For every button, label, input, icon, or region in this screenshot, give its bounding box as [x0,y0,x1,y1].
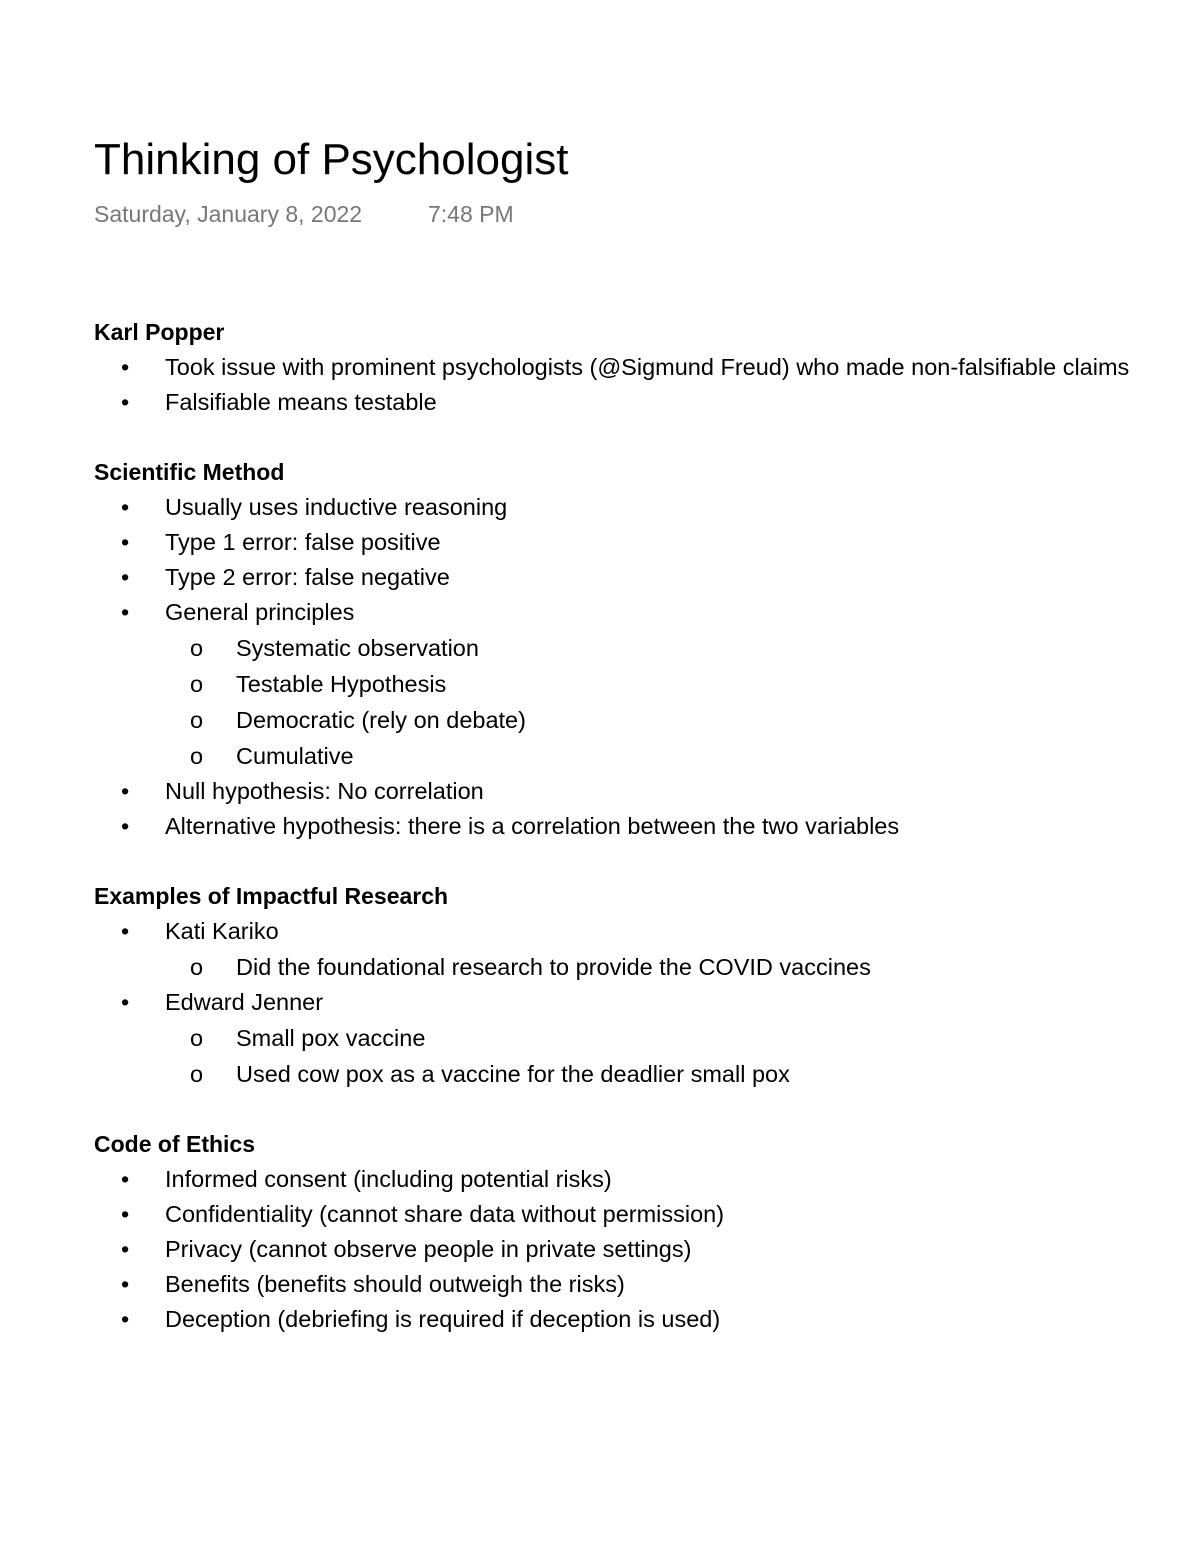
list-item [94,350,1200,385]
list-item-text: Type 2 error: false negative [165,564,450,590]
section-karl-popper [94,315,1200,420]
bullet-list [94,1162,1200,1337]
sub-bullet-marker: o [190,707,204,733]
list-item [94,809,1200,844]
list-item [94,1302,1200,1337]
bullet-marker: • [121,494,130,520]
sub-list-item-text: Testable Hypothesis [236,671,447,697]
bullet-list [94,490,1200,844]
sub-bullet-marker: o [190,671,204,697]
bullet-list [94,914,1200,1092]
section-heading: Code of Ethics [94,1131,256,1157]
bullet-marker: • [121,1166,130,1192]
sub-list-item [94,738,1200,774]
sub-bullet-marker: o [190,635,204,661]
bullet-marker: • [121,1236,130,1262]
list-item-text: Usually uses inductive reasoning [165,494,508,520]
sub-list-item [94,630,1200,666]
bullet-marker: • [121,599,130,625]
list-item [94,914,1200,949]
bullet-marker: • [121,389,130,415]
list-item-text: Edward Jenner [165,989,324,1015]
list-item [94,1267,1200,1302]
list-item-text: Alternative hypothesis: there is a correlation between the two variables [165,813,900,839]
bullet-marker: • [121,813,130,839]
list-item-text: Falsifiable means testable [165,389,437,415]
list-item [94,560,1200,595]
bullet-marker: • [121,1271,130,1297]
bullet-marker: • [121,354,130,380]
sub-list-item-text: Small pox vaccine [236,1025,426,1051]
section-heading: Scientific Method [94,459,285,485]
sub-list-item [94,702,1200,738]
note-date: Saturday, January 8, 2022 [94,201,363,227]
bullet-marker: • [121,1306,130,1332]
list-item-text: Confidentiality (cannot share data without permission) [165,1201,725,1227]
list-item-text: Type 1 error: false positive [165,529,441,555]
list-item-text: Privacy (cannot observe people in private settings) [165,1236,692,1262]
list-item-text: Kati Kariko [165,918,279,944]
bullet-marker: • [121,778,130,804]
sub-list-item-text: Systematic observation [236,635,479,661]
note-time: 7:48 PM [428,201,514,227]
list-item [94,1162,1200,1197]
sub-bullet-marker: o [190,1061,204,1087]
list-item [94,385,1200,420]
sub-list-item [94,949,1200,985]
bullet-marker: • [121,918,130,944]
bullet-marker: • [121,529,130,555]
sub-list-item-text: Democratic (rely on debate) [236,707,526,733]
page-title: Thinking of Psychologist [94,135,569,184]
section-heading: Karl Popper [94,319,225,345]
sub-bullet-marker: o [190,954,204,980]
note-body [94,315,1200,1372]
section-scientific-method [94,455,1200,844]
sub-bullet-marker: o [190,743,204,769]
sub-list-item-text: Cumulative [236,743,354,769]
sub-bullet-marker: o [190,1025,204,1051]
bullet-marker: • [121,989,130,1015]
list-item [94,490,1200,525]
list-item [94,1197,1200,1232]
sub-list-item [94,1020,1200,1056]
list-item-text: Benefits (benefits should outweigh the risks) [165,1271,625,1297]
bullet-marker: • [121,564,130,590]
sub-list-item-text: Did the foundational research to provide the COVID vaccines [236,954,871,980]
list-item-text: Took issue with prominent psychologists (@Sigmund Freud) who made non-falsifiable claims [165,354,1130,380]
bullet-list [94,350,1200,420]
bullet-marker: • [121,1201,130,1227]
note-timestamp [94,199,514,229]
list-item-text: Informed consent (including potential risks) [165,1166,612,1192]
section-heading: Examples of Impactful Research [94,883,449,909]
list-item-text: General principles [165,599,355,625]
list-item-text: Deception (debriefing is required if deception is used) [165,1306,721,1332]
sub-list-item-text: Used cow pox as a vaccine for the deadlier small pox [236,1061,790,1087]
list-item [94,525,1200,560]
list-item [94,985,1200,1020]
list-item [94,774,1200,809]
section-code-of-ethics [94,1127,1200,1337]
sub-list-item [94,1056,1200,1092]
list-item [94,1232,1200,1267]
section-impactful-research [94,879,1200,1092]
list-item [94,595,1200,630]
sub-list-item [94,666,1200,702]
list-item-text: Null hypothesis: No correlation [165,778,484,804]
